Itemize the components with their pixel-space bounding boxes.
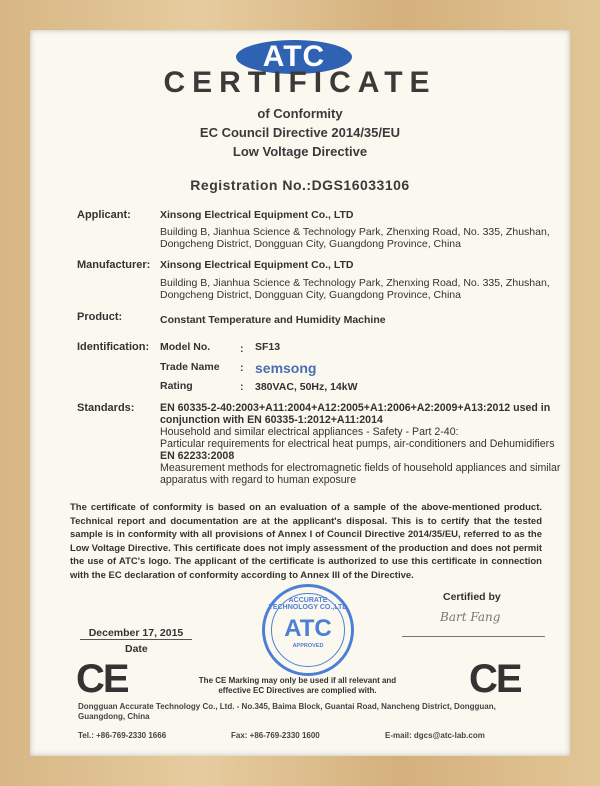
ce-mark-left: CE (76, 657, 128, 701)
colon: : (240, 362, 244, 374)
rating-value: 380VAC, 50Hz, 14kW (255, 381, 358, 393)
applicant-label: Applicant: (77, 209, 131, 221)
directive: EC Council Directive 2014/35/EU (199, 125, 401, 140)
manufacturer-address-2: Dongcheng District, Dongguan City, Guangdong Province, China (160, 289, 461, 301)
registration-number: Registration No.:DGS16033106 (190, 177, 410, 193)
subtitle: of Conformity (257, 106, 343, 121)
stamp-center-text: ATC (284, 615, 332, 642)
colon: : (240, 381, 244, 393)
ce-note (160, 676, 435, 696)
manufacturer-label: Manufacturer: (77, 259, 151, 271)
issuer-address (78, 702, 496, 722)
atc-approved-stamp (262, 584, 354, 676)
ce-mark-right: CE (469, 657, 521, 701)
applicant-address-1: Building B, Jianhua Science & Technology Park, Zhenxing Road, No. 335, Zhushan, (160, 226, 550, 238)
product-value: Constant Temperature and Humidity Machine (160, 314, 386, 326)
model-value: SF13 (255, 341, 281, 353)
standard-line: conjunction with EN 60335-1:2012+A11:2014 (160, 414, 383, 426)
ce-note-line: effective EC Directives are complied with. (218, 686, 377, 695)
email: E-mail: dgcs@atc-lab.com (385, 731, 485, 740)
standard-line: Household and similar electrical appliances - Safety - Part 2-40: (160, 426, 459, 438)
applicant-name: Xinsong Electrical Equipment Co., LTD (160, 209, 354, 221)
fax: Fax: +86-769-2330 1600 (231, 731, 320, 740)
signature: Bart Fang (440, 610, 501, 624)
standard-line: Particular requirements for electrical heat pumps, air-conditioners and Dehumidifiers (160, 438, 555, 450)
issuer-address-line: Dongguan Accurate Technology Co., Ltd. - No.345, Baima Block, Guantai Road, Nancheng District, Dongguan, (78, 702, 496, 711)
standard-line: Measurement methods for electromagnetic fields of household appliances and similar (160, 462, 561, 474)
standard-line: EN 62233:2008 (160, 450, 235, 462)
date-label: Date (125, 643, 148, 655)
standard-line: apparatus with regard to human exposure (160, 474, 357, 486)
model-label: Model No. (160, 341, 211, 353)
stamp-approved-text: APPROVED (292, 643, 324, 649)
applicant-address-2: Dongcheng District, Dongguan City, Guangdong Province, China (160, 238, 461, 250)
conformity-statement: The certificate of conformity is based on an evaluation of a sample of the above-mentioned product. Technical report and documentation are at the applicant's disposal. This is to certify that the tested sample is in conformity with all provisions of Annex I of Council Directive 2014/35/EU, referred to as the Low Voltage Directive. This certificate does not imply assessment of the production and does not permit the use of ATC's logo. The applicant of the certificate is authorized to use this certificate in connection with the EC declaration of conformity according to Annex III of the Directive. (70, 502, 542, 581)
tel: Tel.: +86-769-2330 1666 (78, 731, 167, 740)
certified-by-label: Certified by (443, 591, 501, 603)
product-label: Product: (77, 311, 123, 323)
trade-name-logo: semsong (255, 360, 317, 376)
directive-name: Low Voltage Directive (232, 144, 368, 159)
standards-label: Standards: (77, 402, 135, 414)
rating-label: Rating (160, 380, 193, 392)
signature-line (402, 636, 545, 637)
trade-name-label: Trade Name (160, 361, 220, 373)
atc-logo: ATC (236, 40, 352, 74)
manufacturer-address-1: Building B, Jianhua Science & Technology Park, Zhenxing Road, No. 335, Zhushan, (160, 277, 550, 289)
colon: : (240, 343, 244, 355)
standard-line: EN 60335-2-40:2003+A11:2004+A12:2005+A1:2006+A2:2009+A13:2012 used in (160, 402, 551, 414)
manufacturer-name: Xinsong Electrical Equipment Co., LTD (160, 259, 354, 271)
standards-list (160, 402, 570, 486)
issuer-address-line: Guangdong, China (78, 712, 150, 721)
identification-label: Identification: (77, 341, 150, 353)
stamp-ring-text: ACCURATE TECHNOLOGY CO.,LTD (268, 597, 348, 611)
certificate-title: CERTIFICATE (163, 66, 437, 99)
ce-note-line: The CE Marking may only be used if all relevant and (198, 676, 397, 685)
issue-date: December 17, 2015 (80, 627, 192, 640)
